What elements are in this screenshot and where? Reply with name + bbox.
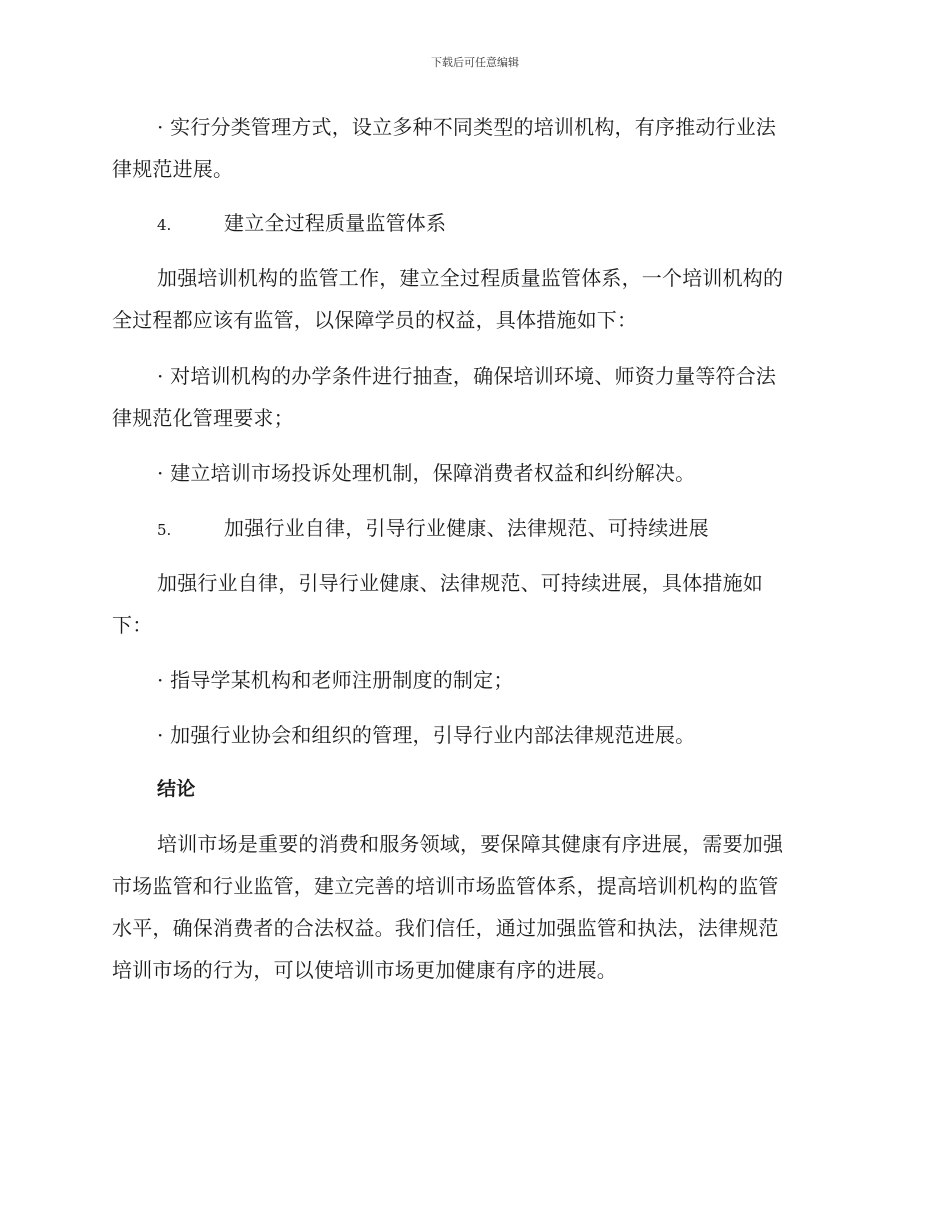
para-4-line-2: 全过程都应该有监管，以保障学员的权益，具体措施如下： xyxy=(112,308,638,332)
section-4-title: 建立全过程质量监管体系 xyxy=(224,211,447,235)
section-4-number: 4. xyxy=(157,216,172,234)
conclusion-line-3: 水平，确保消费者的合法权益。我们信任，通过加强监管和执法，法律规范 xyxy=(112,916,779,940)
page-header: 下载后可任意编辑 xyxy=(431,56,519,69)
bullet-5-line-1: · 加强行业协会和组织的管理，引导行业内部法律规范进展。 xyxy=(157,723,696,747)
para-5-line-1: 加强行业自律，引导行业健康、法律规范、可持续进展，具体措施如 xyxy=(157,571,763,595)
bullet-1-line-2: 律规范进展。 xyxy=(112,157,234,181)
bullet-3-line-1: · 建立培训市场投诉处理机制，保障消费者权益和纠纷解决。 xyxy=(157,461,696,485)
bullet-1-line-1: · 实行分类管理方式，设立多种不同类型的培训机构，有序推动行业法 xyxy=(157,115,777,139)
section-5-title: 加强行业自律，引导行业健康、法律规范、可持续进展 xyxy=(224,516,709,540)
bullet-4-line-1: · 指导学某机构和老师注册制度的制定； xyxy=(157,668,514,692)
conclusion-line-4: 培训市场的行为，可以使培训市场更加健康有序的进展。 xyxy=(112,958,617,982)
conclusion-line-2: 市场监管和行业监管，建立完善的培训市场监管体系，提高培训机构的监管 xyxy=(112,874,779,898)
conclusion-line-1: 培训市场是重要的消费和服务领域，要保障其健康有序进展，需要加强 xyxy=(157,832,784,856)
conclusion-heading: 结论 xyxy=(157,778,196,800)
bullet-2-line-2: 律规范化管理要求； xyxy=(112,406,294,430)
para-5-line-2: 下： xyxy=(112,613,153,637)
section-5-number: 5. xyxy=(157,521,172,539)
para-4-line-1: 加强培训机构的监管工作，建立全过程质量监管体系，一个培训机构的 xyxy=(157,266,784,290)
bullet-2-line-1: · 对培训机构的办学条件进行抽查，确保培训环境、师资力量等符合法 xyxy=(157,364,777,388)
